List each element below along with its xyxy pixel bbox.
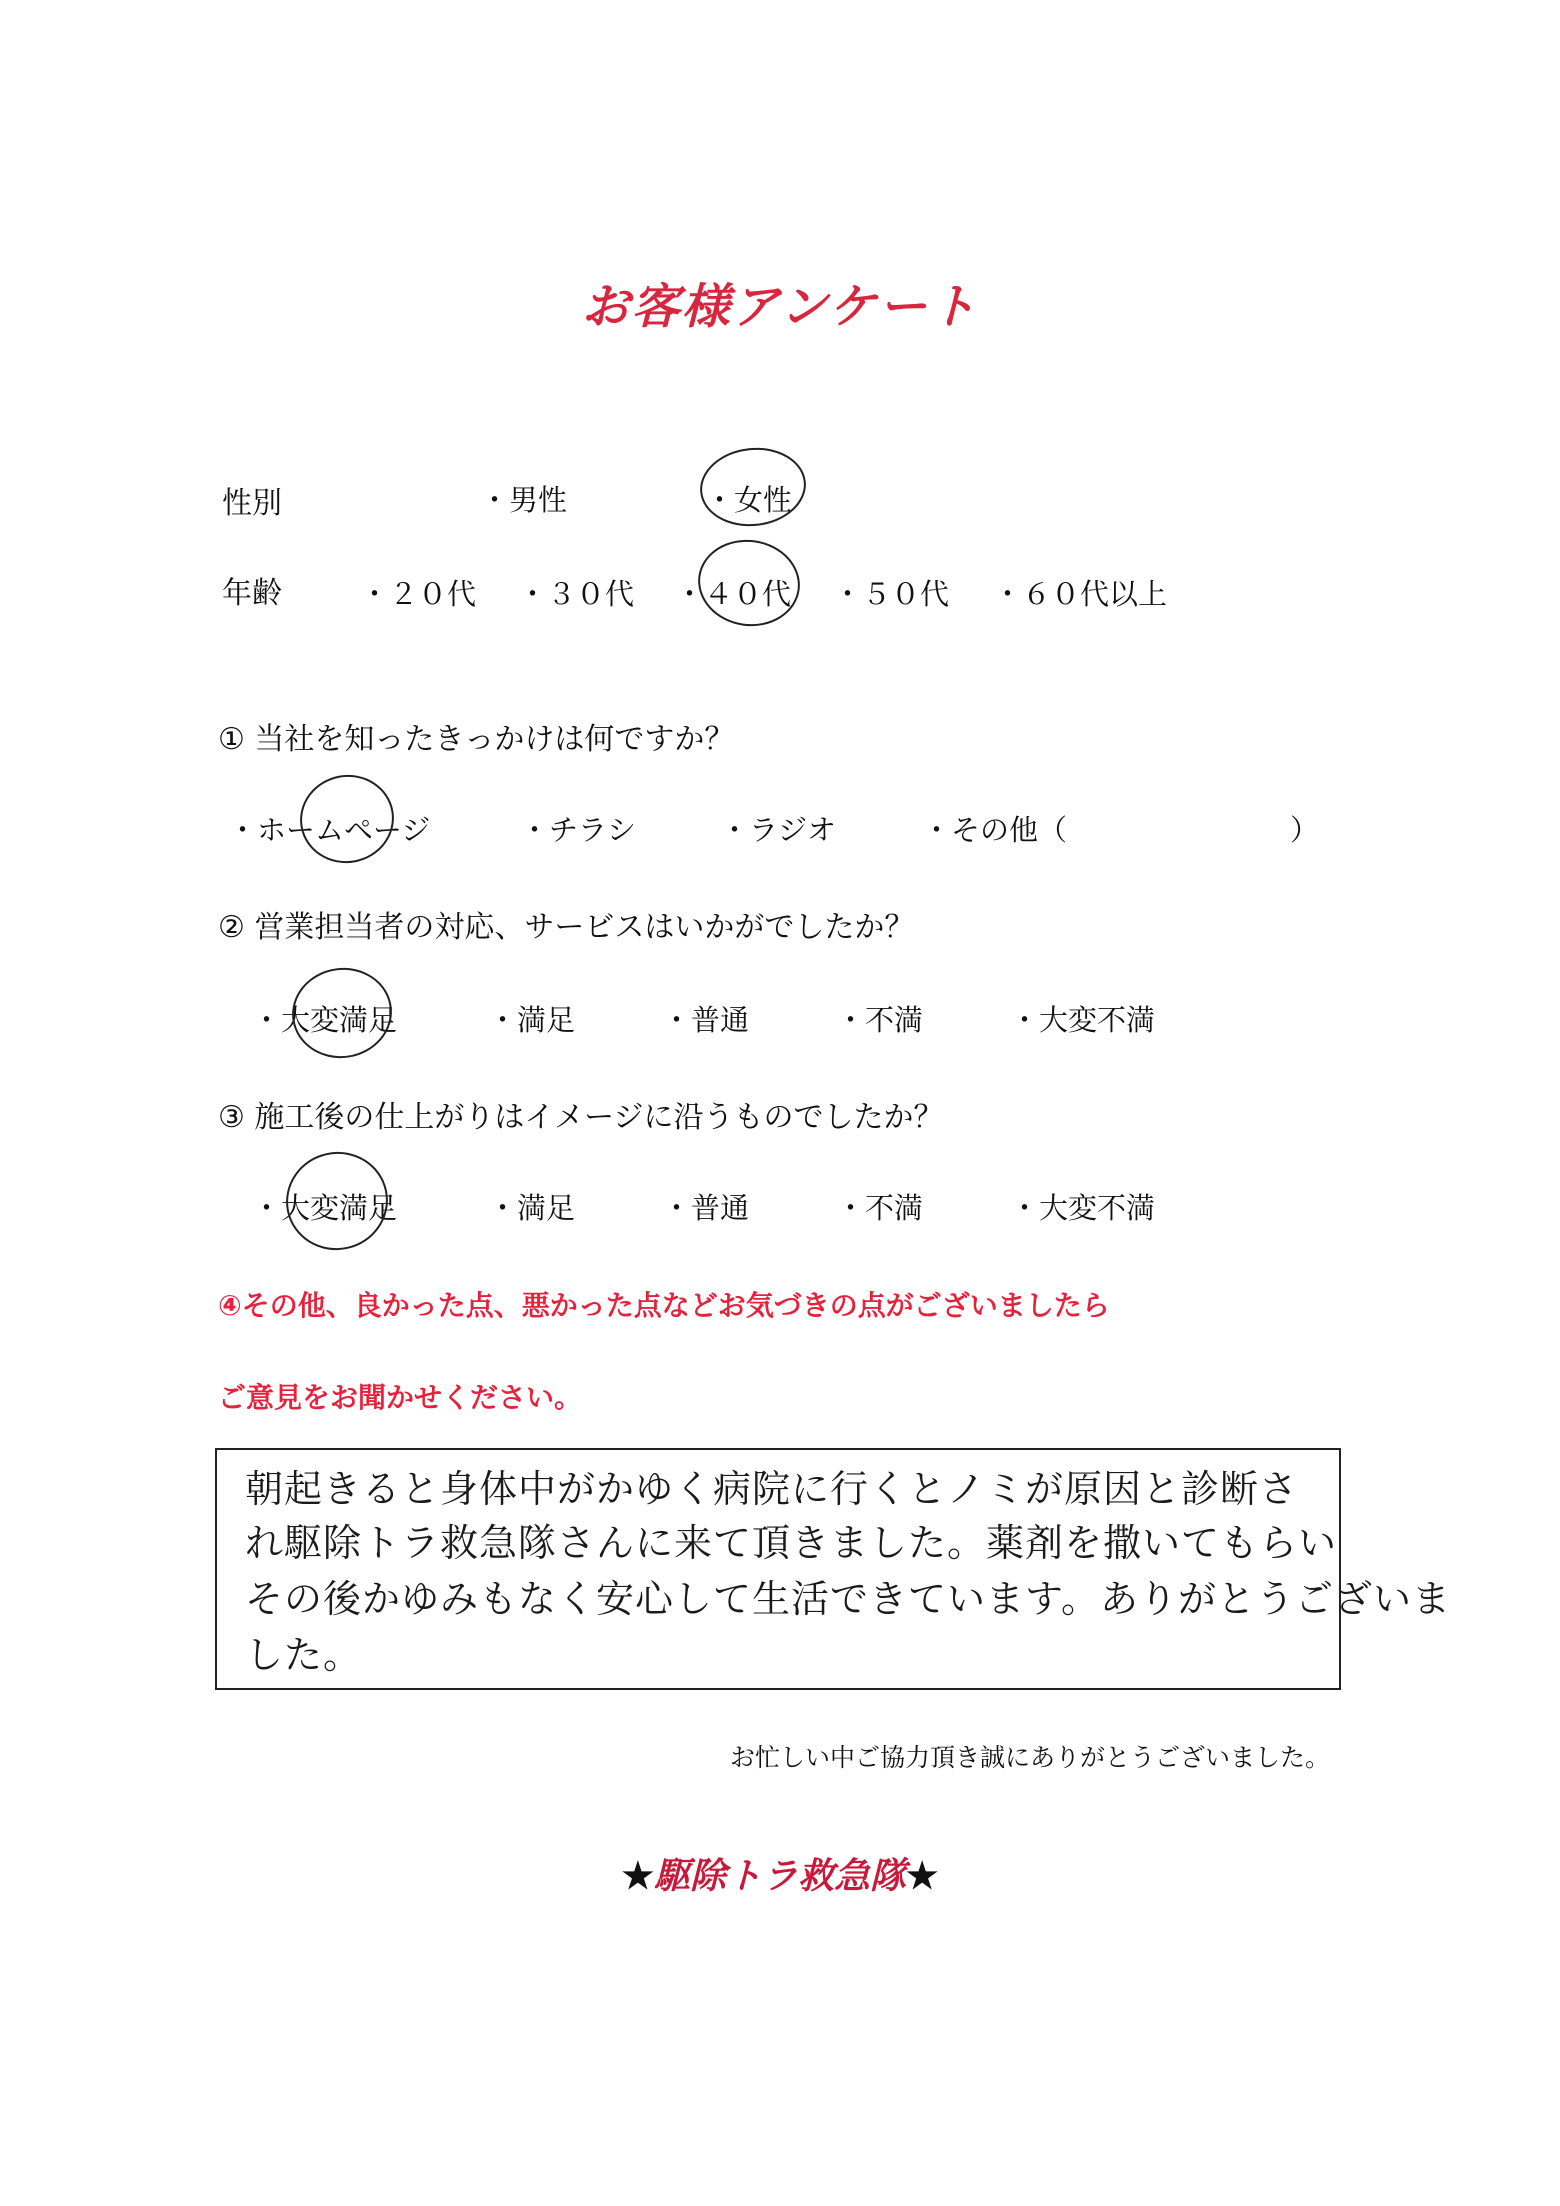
comment-line-3: その後かゆみもなく安心して生活できています。ありがとうございま bbox=[245, 1577, 1451, 1621]
q2-option-very-dissatisfied[interactable]: ・大変不満 bbox=[1010, 1003, 1156, 1037]
star-icon-left: ★ bbox=[621, 1855, 654, 1897]
question-1: ① 当社を知ったきっかけは何ですか？ bbox=[218, 722, 735, 757]
q3-option-satisfied[interactable]: ・満足 bbox=[488, 1191, 576, 1225]
age-option-20s[interactable]: ・２０代 bbox=[360, 577, 477, 611]
age-option-60s-plus[interactable]: ・６０代以上 bbox=[993, 577, 1168, 611]
survey-title: お客様アンケート bbox=[581, 279, 979, 335]
q1-option-other[interactable]: ・その他（ bbox=[922, 813, 1068, 847]
q1-option-radio[interactable]: ・ラジオ bbox=[720, 813, 837, 847]
thank-you-note: お忙しい中ご協力頂き誠にありがとうございました。 bbox=[729, 1743, 1330, 1772]
question-3: ③ 施工後の仕上がりはイメージに沿うものでしたか？ bbox=[218, 1100, 944, 1135]
age-option-40s[interactable]: ・４０代 bbox=[675, 577, 792, 611]
age-option-50s[interactable]: ・５０代 bbox=[833, 577, 950, 611]
comment-line-1: 朝起きると身体中がかゆく病院に行くとノミが原因と診断さ bbox=[245, 1467, 1299, 1511]
company-name: 駆除トラ救急隊 bbox=[653, 1855, 906, 1897]
q2-option-normal[interactable]: ・普通 bbox=[662, 1003, 750, 1037]
q2-option-satisfied[interactable]: ・満足 bbox=[488, 1003, 576, 1037]
question-2: ② 営業担当者の対応、サービスはいかがでしたか？ bbox=[218, 910, 915, 945]
q3-option-very-satisfied[interactable]: ・大変満足 bbox=[252, 1191, 398, 1225]
question-4-line-2: ご意見をお聞かせください。 bbox=[218, 1381, 583, 1414]
gender-option-male[interactable]: ・男性 bbox=[480, 483, 568, 517]
question-4-line-1: ④その他、良かった点、悪かった点などお気づきの点がございましたら bbox=[218, 1289, 1110, 1322]
q1-option-flyer[interactable]: ・チラシ bbox=[520, 813, 637, 847]
q3-option-dissatisfied[interactable]: ・不満 bbox=[836, 1191, 924, 1225]
q2-option-very-satisfied[interactable]: ・大変満足 bbox=[252, 1003, 398, 1037]
gender-label: 性別 bbox=[222, 486, 282, 521]
gender-option-female[interactable]: ・女性 bbox=[705, 483, 793, 517]
q3-option-normal[interactable]: ・普通 bbox=[662, 1191, 750, 1225]
q2-option-dissatisfied[interactable]: ・不満 bbox=[836, 1003, 924, 1037]
comment-line-2: れ駆除トラ救急隊さんに来て頂きました。薬剤を撒いてもらい bbox=[245, 1521, 1338, 1565]
q1-other-close-paren: ） bbox=[1290, 813, 1320, 847]
q3-option-very-dissatisfied[interactable]: ・大変不満 bbox=[1010, 1191, 1156, 1225]
q1-option-homepage[interactable]: ・ホームページ bbox=[228, 813, 431, 847]
comment-line-4: した。 bbox=[245, 1633, 363, 1677]
star-icon-right: ★ bbox=[906, 1855, 939, 1897]
age-label: 年齢 bbox=[222, 576, 282, 611]
company-footer bbox=[0, 1848, 1560, 1899]
age-option-30s[interactable]: ・３０代 bbox=[518, 577, 635, 611]
